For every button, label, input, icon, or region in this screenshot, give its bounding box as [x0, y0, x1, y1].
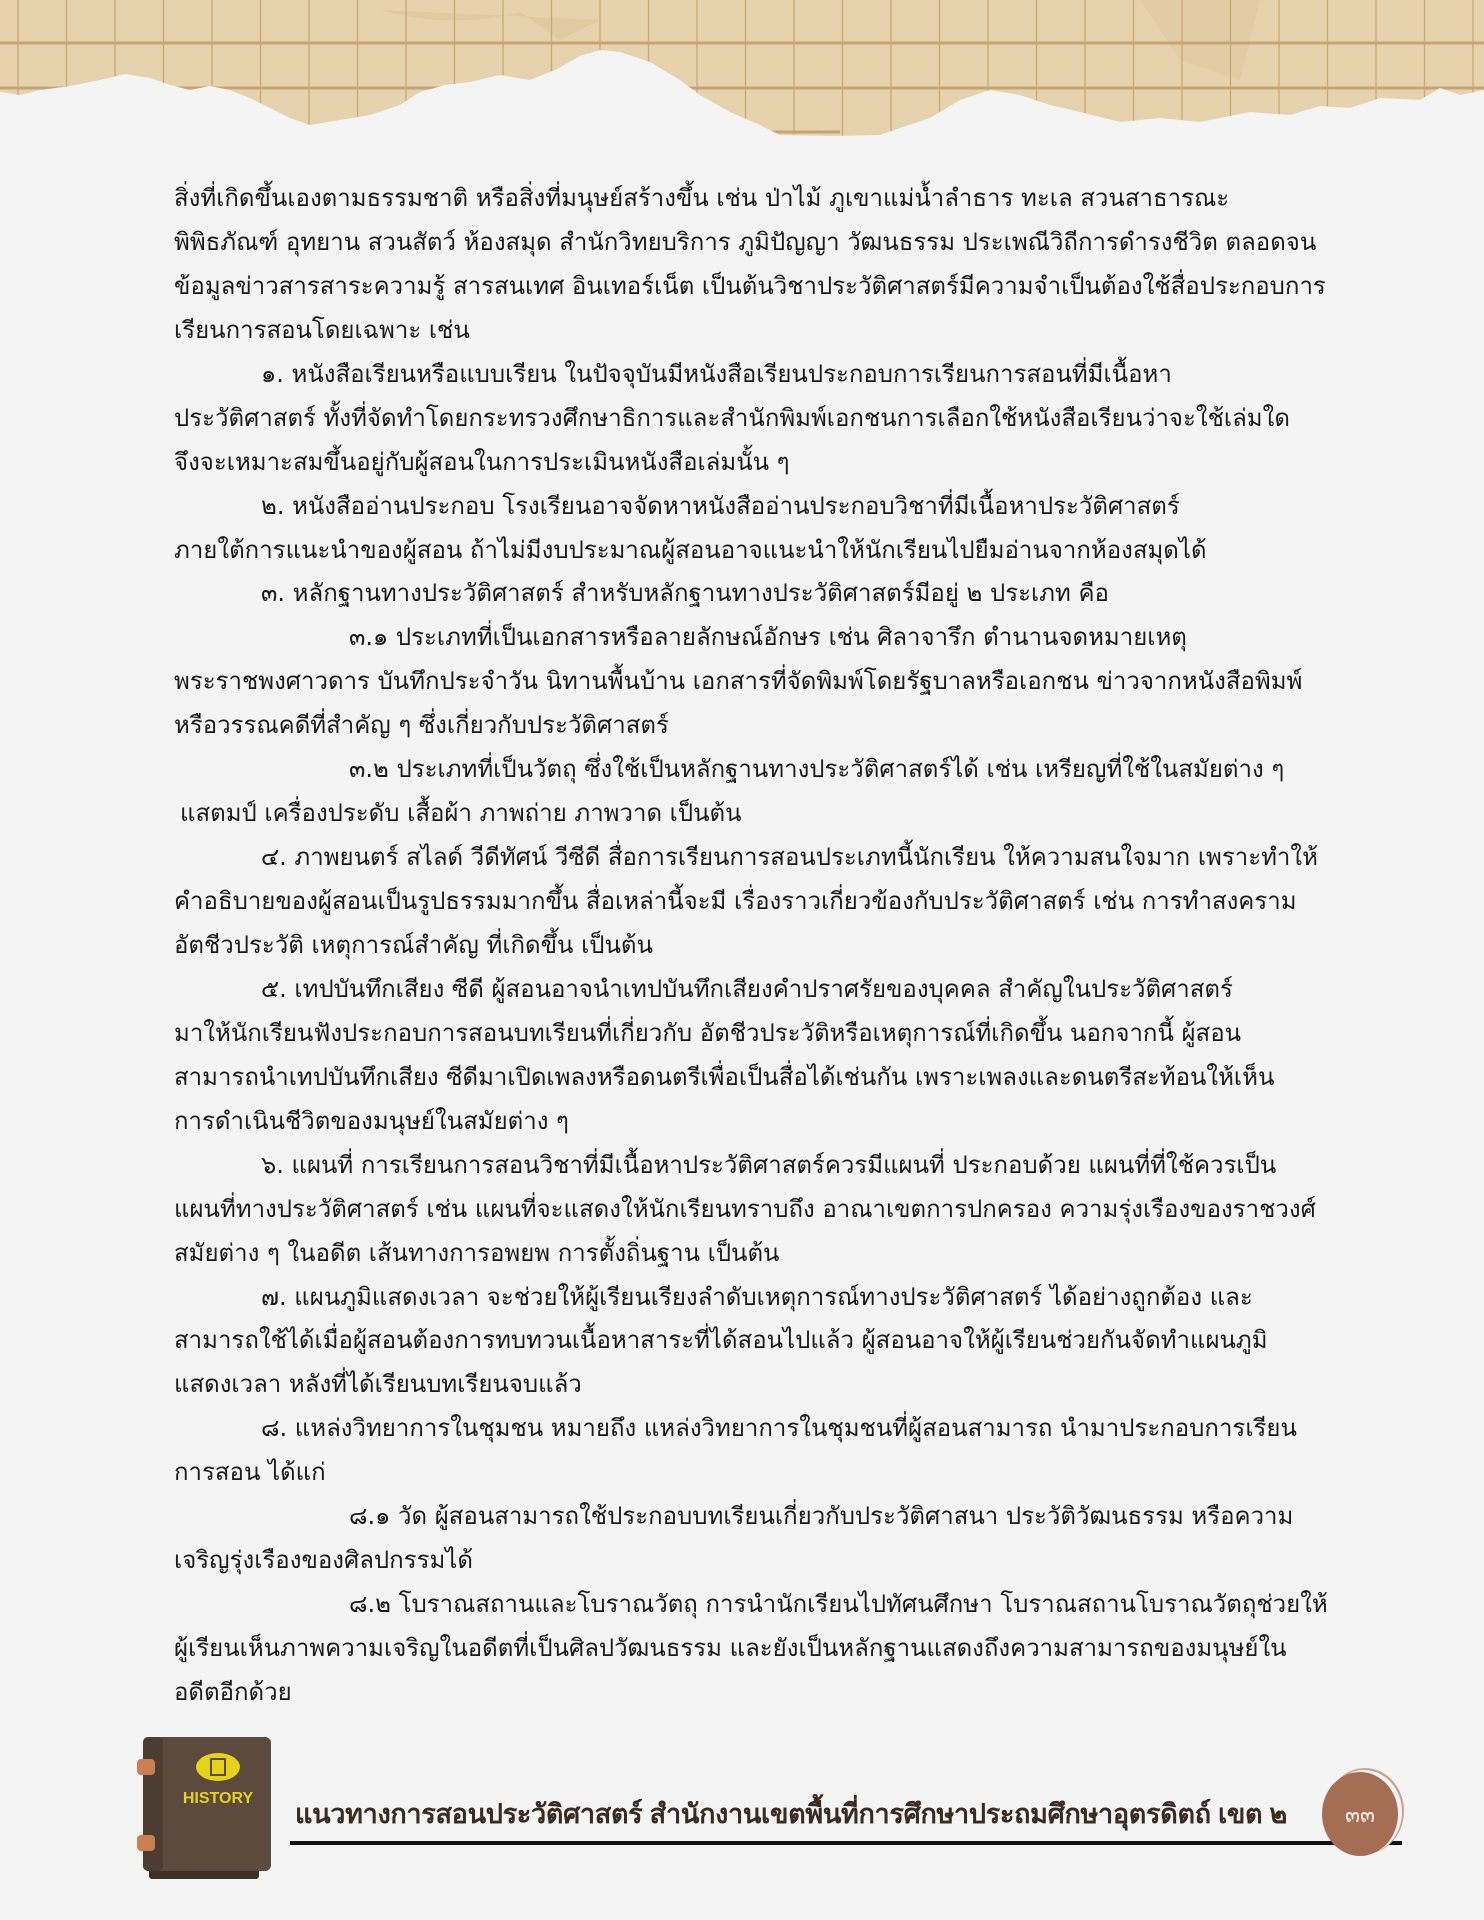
body-line: สิ่งที่เกิดขึ้นเองตามธรรมชาติ หรือสิ่งที่มนุษย์สร้างขึ้น เช่น ป่าไม้ ภูเขาแม่น้ำลำธาร ทะเล สวนสาธารณะ — [174, 184, 1230, 212]
body-line: อดีตอีกด้วย — [174, 1677, 292, 1706]
body-line: ๓.๑ ประเภทที่เป็นเอกสารหรือลายลักษณ์อักษร เช่น ศิลาจารึก ตำนานจดหมายเหตุ — [349, 623, 1187, 652]
svg-text:HISTORY: HISTORY — [182, 1790, 254, 1807]
body-line: มาให้นักเรียนฟังประกอบการสอนบทเรียนที่เกี่ยวกับ อัตชีวประวัติหรือเหตุการณ์ที่เกิดขึ้น นอกจากนี้ ผู้สอน — [174, 1018, 1242, 1047]
body-line: การสอน ได้แก่ — [174, 1458, 326, 1487]
body-line: สามารถนำเทปบันทึกเสียง ซีดีมาเปิดเพลงหรือดนตรีเพื่อเป็นสื่อได้เช่นกัน เพราะเพลงและดนตรีสะท้อนให้เห็น — [174, 1062, 1275, 1091]
body-line: ประวัติศาสตร์ ทั้งที่จัดทำโดยกระทรวงศึกษาธิการและสำนักพิมพ์เอกชนการเลือกใช้หนังสือเรียนว่าจะใช้เล่มใด — [174, 403, 1290, 432]
body-line: คำอธิบายของผู้สอนเป็นรูปธรรมมากขึ้น สื่อเหล่านี้จะมี เรื่องราวเกี่ยวข้องกับประวัติศาสตร์ เช่น การทำสงคราม — [174, 887, 1297, 916]
body-line: แสตมป์ เครื่องประดับ เสื้อผ้า ภาพถ่าย ภาพวาด เป็นต้น — [180, 799, 742, 828]
body-line: แผนที่ทางประวัติศาสตร์ เช่น แผนที่จะแสดงให้นักเรียนทราบถึง อาณาเขตการปกครอง ความรุ่งเรืองของราชวงศ์ — [174, 1194, 1316, 1223]
body-line: ผู้เรียนเห็นภาพความเจริญในอดีตที่เป็นศิลปวัฒนธรรม และยังเป็นหลักฐานแสดงถึงความสามารถของมนุษย์ใน — [174, 1634, 1287, 1663]
body-line: เจริญรุ่งเรืองของศิลปกรรมได้ — [174, 1546, 473, 1575]
body-line: ภายใต้การแนะนำของผู้สอน ถ้าไม่มีงบประมาณผู้สอนอาจแนะนำให้นักเรียนไปยืมอ่านจากห้องสมุดได้ — [174, 535, 1207, 564]
body-line: ๕. เทปบันทึกเสียง ซีดี ผู้สอนอาจนำเทปบันทึกเสียงคำปราศรัยของบุคคล สำคัญในประวัติศาสตร์ — [261, 974, 1233, 1003]
body-line: ๘.๑ วัด ผู้สอนสามารถใช้ประกอบบทเรียนเกี่ยวกับประวัติศาสนา ประวัติวัฒนธรรม หรือความ — [349, 1502, 1294, 1531]
history-book-icon — [135, 1735, 275, 1883]
footer-title: แนวทางการสอนประวัติศาสตร์ สำนักงานเขตพื้นที่การศึกษาประถมศึกษาอุตรดิตถ์ เขต ๒ — [295, 1799, 1287, 1829]
body-line: ๒. หนังสืออ่านประกอบ โรงเรียนอาจจัดหาหนังสืออ่านประกอบวิชาที่มีเนื้อหาประวัติศาสตร์ — [261, 491, 1180, 520]
body-line: แสดงเวลา หลังที่ได้เรียนบทเรียนจบแล้ว — [174, 1370, 582, 1399]
torn-paper-header — [0, 0, 1484, 170]
footer-divider — [290, 1841, 1402, 1845]
body-line: เรียนการสอนโดยเฉพาะ เช่น — [174, 315, 470, 344]
body-line: ๔. ภาพยนตร์ สไลด์ วีดีทัศน์ วีซีดี สื่อการเรียนการสอนประเภทนี้นักเรียน ให้ความสนใจมาก เพราะทำให้ — [261, 843, 1318, 872]
body-line: ข้อมูลข่าวสารสาระความรู้ สารสนเทศ อินเทอร์เน็ต เป็นต้นวิชาประวัติศาสตร์มีความจำเป็นต้องใช้สื่อประกอบการ — [174, 271, 1326, 300]
body-line: ๘. แหล่งวิทยาการในชุมชน หมายถึง แหล่งวิทยาการในชุมชนที่ผู้สอนสามารถ นำมาประกอบการเรียน — [261, 1414, 1297, 1443]
page-number-badge — [1322, 1772, 1398, 1856]
body-line: อัตชีวประวัติ เหตุการณ์สำคัญ ที่เกิดขึ้น เป็นต้น — [174, 930, 653, 959]
body-line: จึงจะเหมาะสมขึ้นอยู่กับผู้สอนในการประเมินหนังสือเล่มนั้น ๆ — [174, 447, 790, 476]
body-line: หรือวรรณคดีที่สำคัญ ๆ ซึ่งเกี่ยวกับประวัติศาสตร์ — [174, 711, 669, 740]
body-line: ๓. หลักฐานทางประวัติศาสตร์ สำหรับหลักฐานทางประวัติศาสตร์มีอยู่ ๒ ประเภท คือ — [261, 579, 1109, 608]
body-line: การดำเนินชีวิตของมนุษย์ในสมัยต่าง ๆ — [174, 1106, 569, 1135]
body-line: ๘.๒ โบราณสถานและโบราณวัตถุ การนำนักเรียนไปทัศนศึกษา โบราณสถานโบราณวัตถุช่วยให้ — [349, 1590, 1328, 1619]
page-number: ๓๓ — [1344, 1802, 1376, 1828]
body-line: พระราชพงศาวดาร บันทึกประจำวัน นิทานพื้นบ้าน เอกสารที่จัดพิมพ์โดยรัฐบาลหรือเอกชน ข่าวจากหนังสือพิมพ์ — [174, 667, 1303, 696]
body-line: พิพิธภัณฑ์ อุทยาน สวนสัตว์ ห้องสมุด สำนักวิทยบริการ ภูมิปัญญา วัฒนธรรม ประเพณีวิถีการดำรงชีวิต ตลอดจน — [174, 227, 1317, 256]
body-line: ๑. หนังสือเรียนหรือแบบเรียน ในปัจจุบันมีหนังสือเรียนประกอบการเรียนการสอนที่มีเนื้อหา — [261, 359, 1172, 388]
body-line: ๓.๒ ประเภทที่เป็นวัตถุ ซึ่งใช้เป็นหลักฐานทางประวัติศาสตร์ได้ เช่น เหรียญที่ใช้ในสมัยต่าง ๆ — [349, 755, 1285, 784]
body-line: สมัยต่าง ๆ ในอดีต เส้นทางการอพยพ การตั้งถิ่นฐาน เป็นต้น — [174, 1238, 780, 1267]
body-line: สามารถใช้ได้เมื่อผู้สอนต้องการทบทวนเนื้อหาสาระที่ได้สอนไปแล้ว ผู้สอนอาจให้ผู้เรียนช่วยกันจัดทำแผนภูมิ — [174, 1326, 1268, 1355]
body-line: ๗. แผนภูมิแสดงเวลา จะช่วยให้ผู้เรียนเรียงลำดับเหตุการณ์ทางประวัติศาสตร์ ได้อย่างถูกต้อง และ — [261, 1282, 1253, 1311]
body-line: ๖. แผนที่ การเรียนการสอนวิชาที่มีเนื้อหาประวัติศาสตร์ควรมีแผนที่ ประกอบด้วย แผนที่ที่ใช้ควรเป็น — [261, 1150, 1277, 1179]
